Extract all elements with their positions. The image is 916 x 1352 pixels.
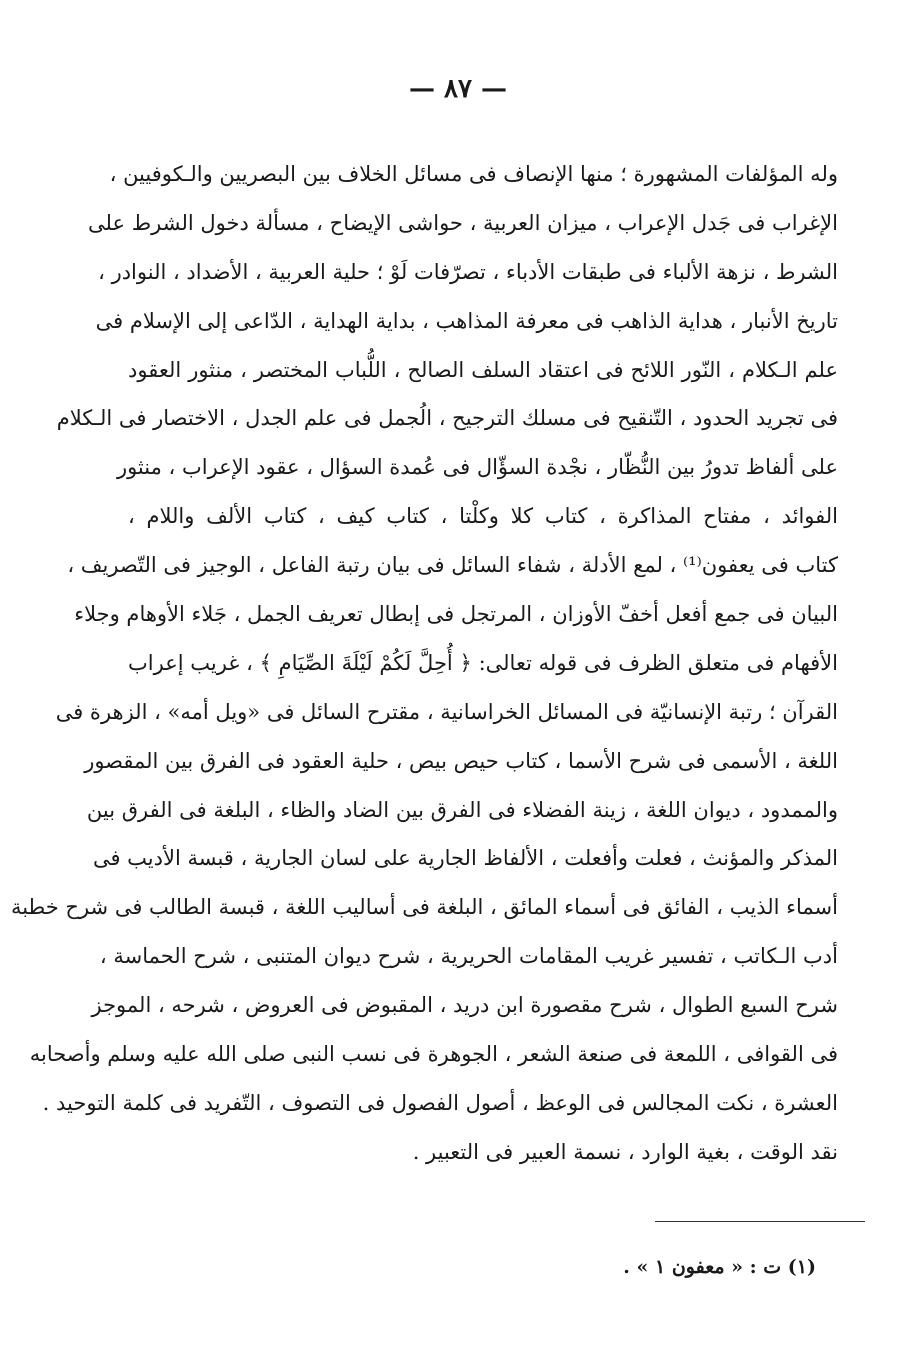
text-line: نقد الوقت ، بغية الوارد ، نسمة العبير فى التعبير . — [412, 1139, 838, 1164]
text-line: الشرط ، نزهة الألباء فى طبقات الأدباء ، تصرّفات لَوْ ؛ حلية العربية ، الأضداد ، النوادر ، — [98, 259, 838, 284]
text-line: الإغراب فى جَدل الإعراب ، ميزان العربية ، حواشى الإيضاح ، مسألة دخول الشرط على — [88, 210, 838, 235]
text-line: فى تجريد الحدود ، التّنقيح فى مسلك الترجيح ، الُجمل فى علم الجدل ، الاختصار فى الـكلام — [56, 406, 838, 431]
text-line: علم الـكلام ، النّور اللائح فى اعتقاد السلف الصالح ، اللُّباب المختصر ، منثور العقود — [128, 357, 838, 382]
text-line: اللغة ، الأسمى فى شرح الأسما ، كتاب حيص بيص ، حلية العقود فى الفرق بين المقصور — [84, 748, 838, 773]
text-line: والممدود ، ديوان اللغة ، زينة الفضلاء فى الفرق بين الضاد والظاء ، البلغة فى الفرق بين — [86, 797, 838, 822]
text-line: القرآن ؛ رتبة الإنسانيّة فى المسائل الخراسانية ، مقترح السائل فى «ويل أمه» ، الزهرة فى — [55, 699, 838, 724]
text-line: شرح السبع الطوال ، شرح مقصورة ابن دريد ، المقبوض فى العروض ، شرحه ، الموجز — [91, 993, 838, 1018]
text-line: البيان فى جمع أفعل أخفّ الأوزان ، المرتجل فى إبطال تعريف الجمل ، جَلاء الأوهام وجلاء — [74, 602, 838, 627]
text-line: الأفهام فى متعلق الظرف فى قوله تعالى: ﴿ أُحِلَّ لَكُمْ لَيْلَةَ الصِّيَامِ ﴾ ، غريب إعراب — [128, 650, 838, 675]
body-paragraph — [10, 150, 838, 1177]
text-line: المذكر والمؤنث ، فعلت وأفعلت ، الألفاظ الجارية على لسان الجارية ، قبسة الأديب فى — [92, 846, 838, 871]
text-line: على ألفاظ تدورُ بين النُّظّار ، نجْدة السؤّال فى عُمدة السؤال ، عقود الإعراب ، منثور — [116, 455, 838, 480]
text-line: أدب الـكاتب ، تفسير غريب المقامات الحريرية ، شرح ديوان المتنبى ، شرح الحماسة ، — [99, 944, 838, 969]
page-number: — ٨٧ — — [408, 74, 508, 104]
text-line: فى القوافى ، اللمعة فى صنعة الشعر ، الجوهرة فى نسب النبى صلى الله عليه وسلم وأصحابه — [29, 1042, 838, 1067]
text-line: الفوائد ، مفتاح المذاكرة ، كتاب كلا وكلْتا ، كتاب كيف ، كتاب الألف واللام ، — [128, 504, 838, 529]
footnote: (١) ت : « معفون ١ » . — [623, 1256, 816, 1278]
footnote-divider — [655, 1221, 865, 1222]
text-line: أسماء الذيب ، الفائق فى أسماء المائق ، البلغة فى أساليب اللغة ، قبسة الطالب فى شرح خطبة — [10, 895, 838, 920]
text-line: كتاب فى يعفون⁽¹⁾ ، لمع الأدلة ، شفاء السائل فى بيان رتبة الفاعل ، الوجيز فى التّصريف ، — [67, 553, 838, 578]
text-line: تاريخ الأنبار ، هداية الذاهب فى معرفة المذاهب ، بداية الهداية ، الدّاعى إلى الإسلام فى — [95, 308, 838, 333]
text-line: وله المؤلفات المشهورة ؛ منها الإنصاف فى مسائل الخلاف بين البصريين والـكوفيين ، — [109, 162, 838, 186]
text-line: العشرة ، نكت المجالس فى الوعظ ، أصول الفصول فى التصوف ، التّفريد فى كلمة التوحيد . — [42, 1090, 838, 1115]
